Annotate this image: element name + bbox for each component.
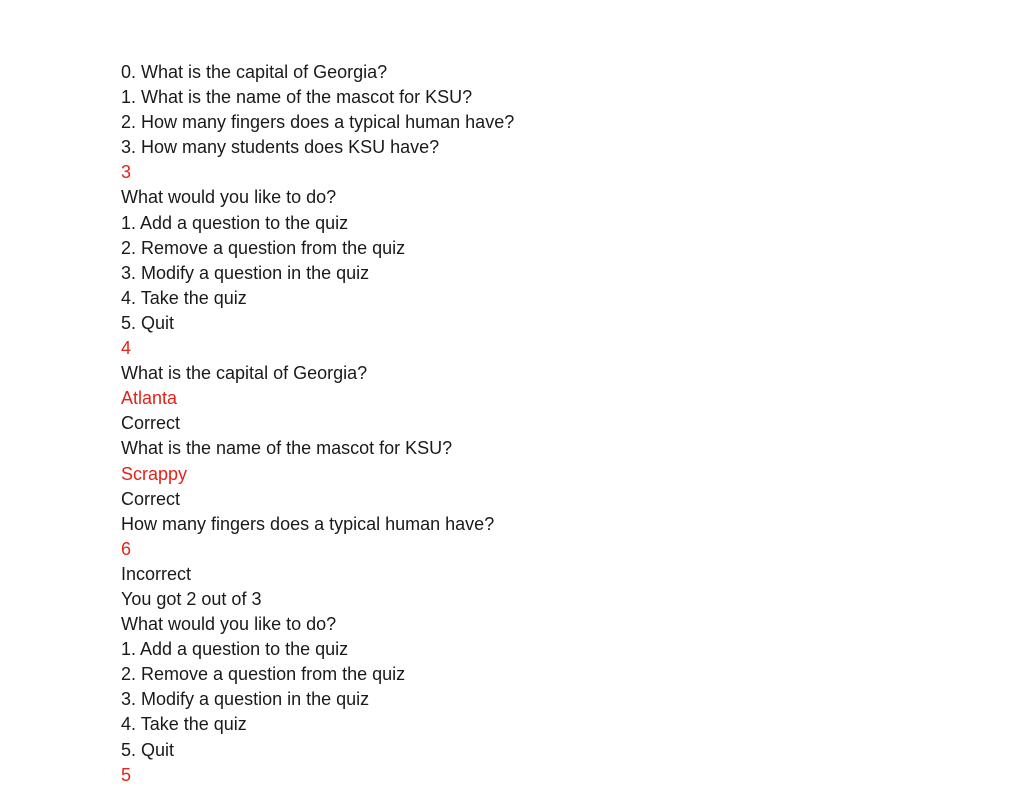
answer-result: Correct — [121, 488, 181, 509]
menu-option-modify: 3. Modify a question in the quiz — [121, 689, 370, 710]
answer-result: Incorrect — [121, 563, 192, 584]
quiz-question: What is the capital of Georgia? — [121, 363, 368, 384]
console-transcript — [121, 60, 514, 788]
menu-option-quit: 5. Quit — [121, 312, 175, 333]
user-input: 5 — [121, 764, 132, 785]
quiz-score: You got 2 out of 3 — [121, 588, 262, 609]
menu-prompt: What would you like to do? — [121, 614, 337, 635]
question-list-item: 2. How many fingers does a typical human have? — [121, 112, 515, 133]
menu-option-remove: 2. Remove a question from the quiz — [121, 237, 406, 258]
menu-option-modify: 3. Modify a question in the quiz — [121, 262, 370, 283]
menu-option-take: 4. Take the quiz — [121, 287, 247, 308]
menu-option-add: 1. Add a question to the quiz — [121, 639, 349, 660]
menu-option-take: 4. Take the quiz — [121, 714, 247, 735]
question-list-item: 0. What is the capital of Georgia? — [121, 62, 388, 82]
answer-result: Correct — [121, 413, 181, 434]
user-answer: Scrappy — [121, 463, 188, 484]
user-input: 3 — [121, 162, 132, 183]
menu-option-quit: 5. Quit — [121, 739, 175, 760]
menu-option-remove: 2. Remove a question from the quiz — [121, 664, 406, 685]
user-answer: 6 — [121, 538, 132, 559]
quiz-question: What is the name of the mascot for KSU? — [121, 438, 453, 459]
user-answer: Atlanta — [121, 388, 178, 409]
menu-option-add: 1. Add a question to the quiz — [121, 212, 349, 233]
question-list-item: 1. What is the name of the mascot for KSU? — [121, 87, 473, 108]
quiz-question: How many fingers does a typical human have? — [121, 513, 495, 534]
question-list-item: 3. How many students does KSU have? — [121, 137, 440, 158]
user-input: 4 — [121, 338, 132, 359]
menu-prompt: What would you like to do? — [121, 187, 337, 208]
